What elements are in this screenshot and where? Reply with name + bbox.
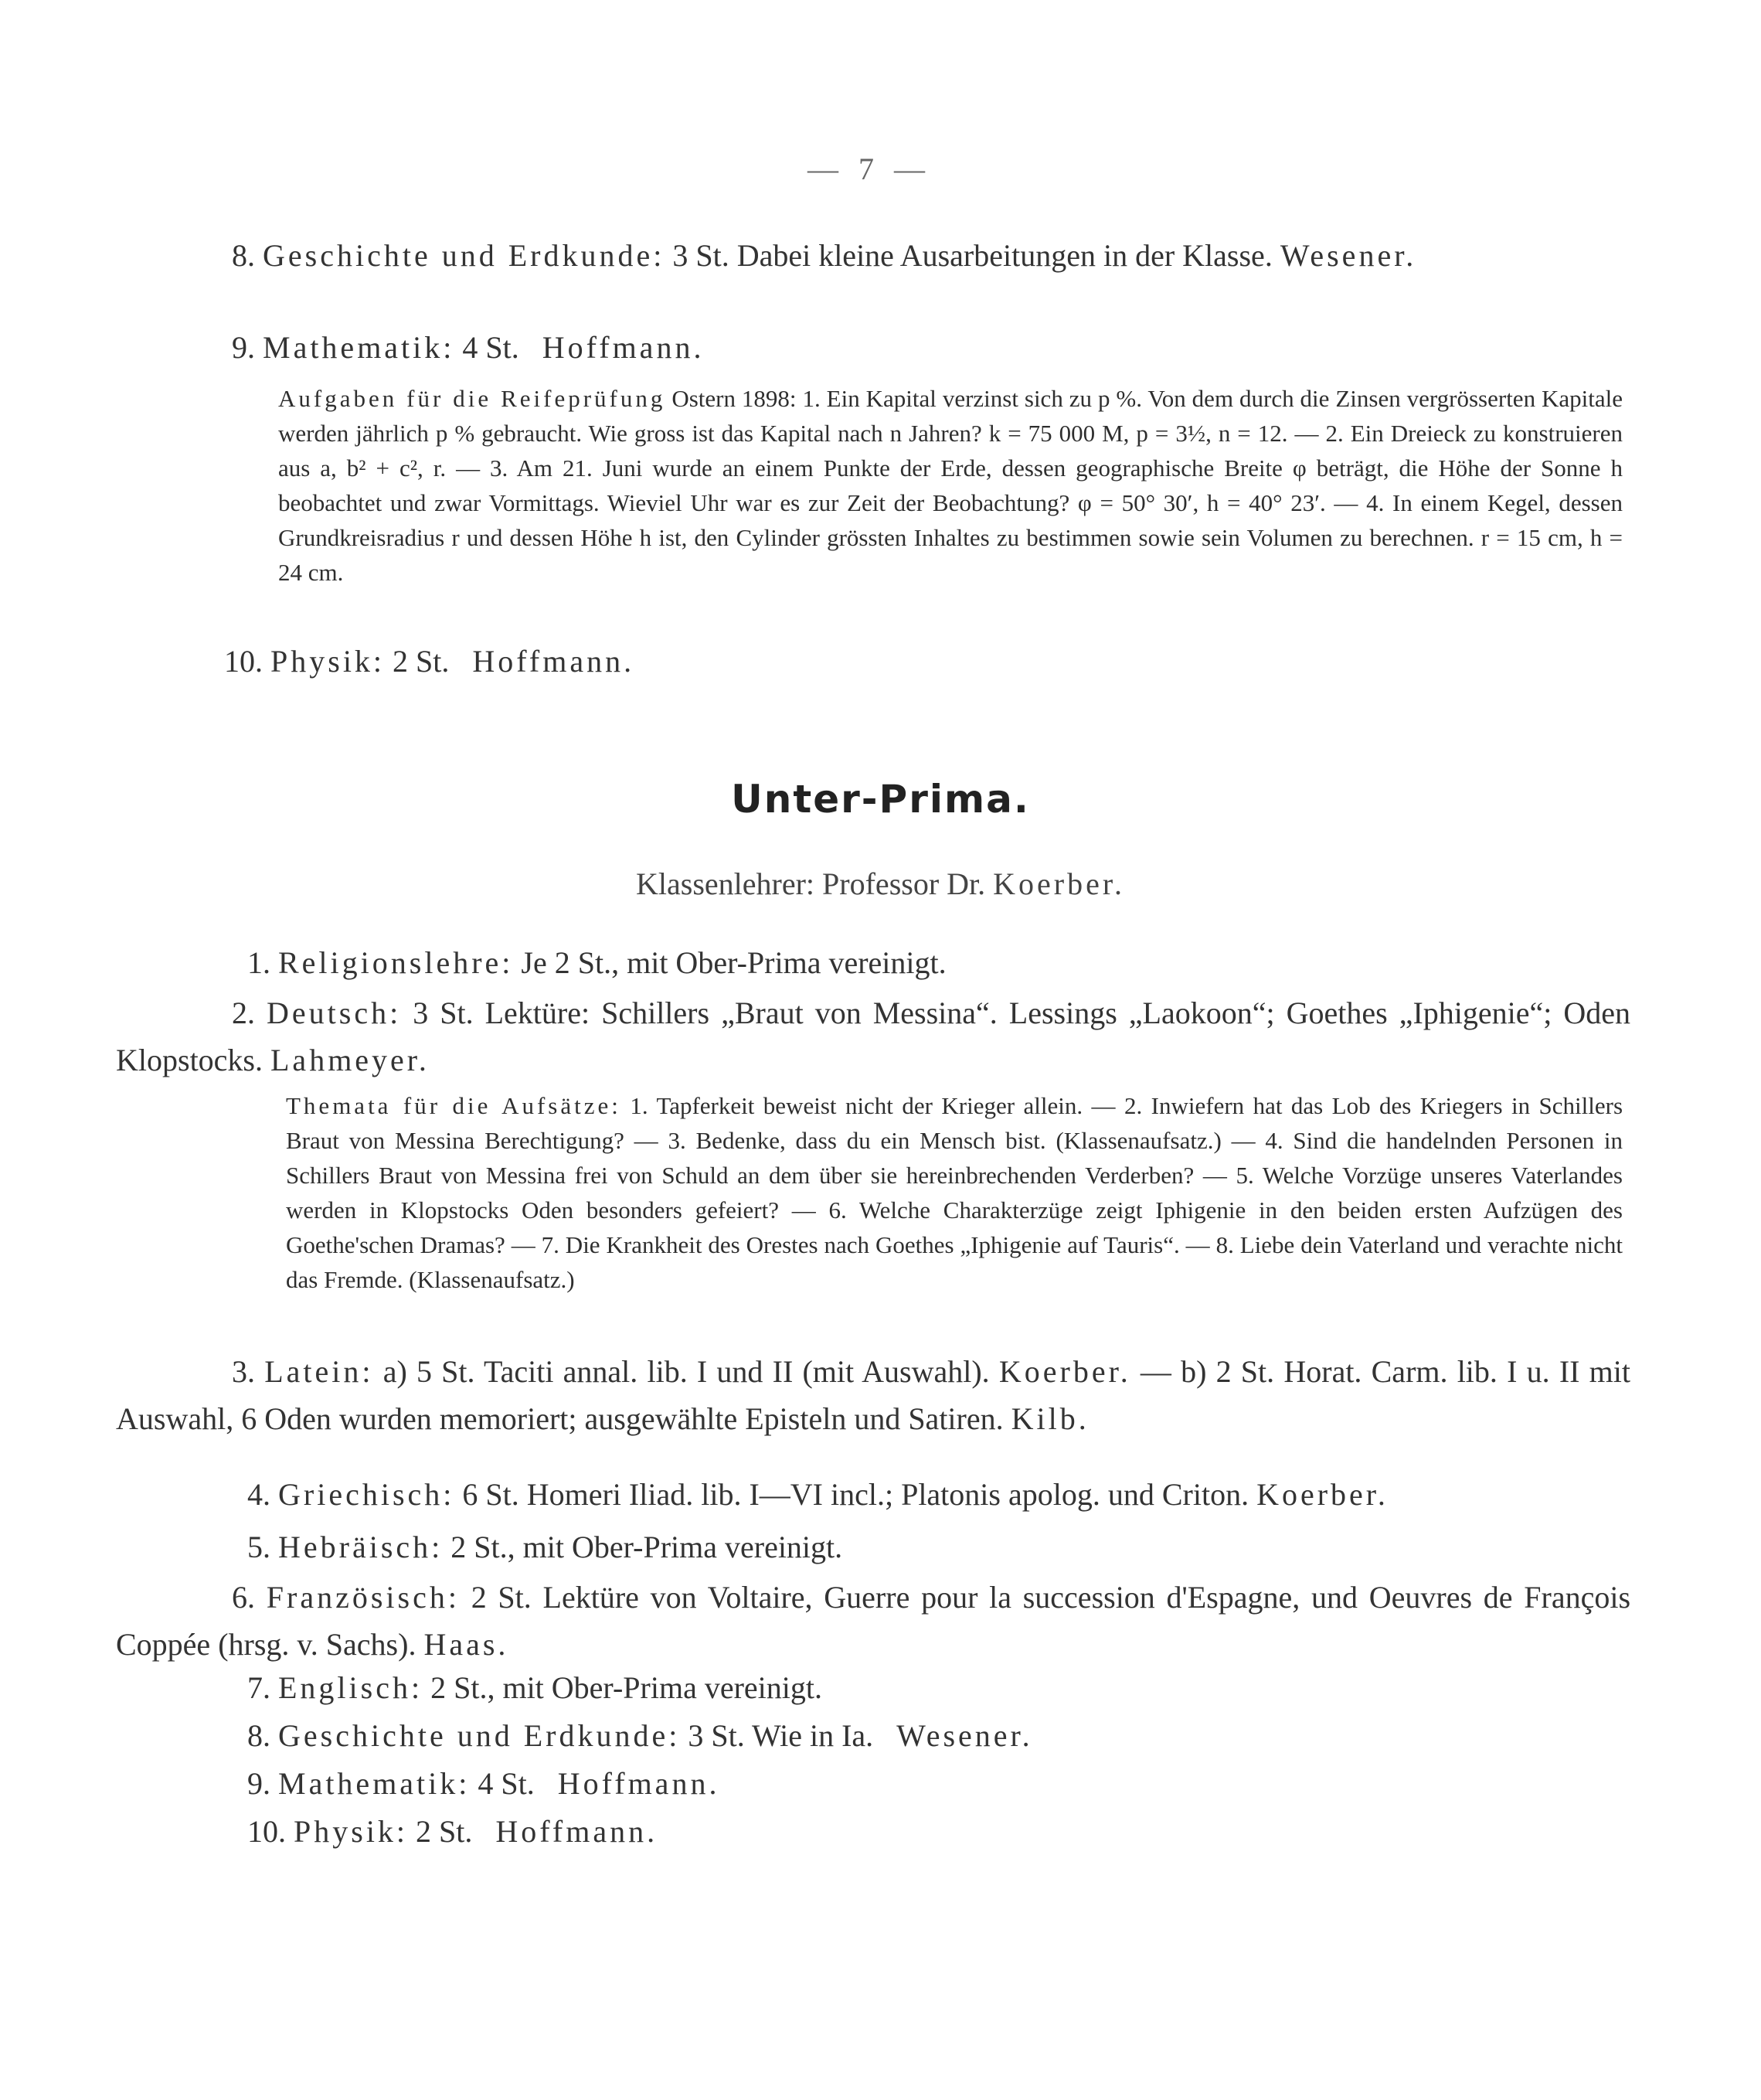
subject-label: Geschichte und Erdkunde: (263, 238, 665, 273)
item-text: 2 St., mit Ober-Prima vereinigt. (450, 1530, 843, 1564)
teacher-name: Koerber. (1256, 1477, 1389, 1512)
item-text: 6 St. Homeri Iliad. lib. I—VI incl.; Platonis apolog. und Criton. (462, 1477, 1249, 1512)
item-griechisch (247, 1476, 1389, 1513)
subject-label: Griechisch: (278, 1477, 455, 1512)
class-teacher-name: Koerber. (993, 866, 1125, 901)
themata-label: Themata für die Aufsätze: (286, 1092, 621, 1119)
item-text: a) 5 St. Taciti annal. lib. I und II (mit Auswahl). (382, 1354, 990, 1389)
aufgaben-text: Ostern 1898: 1. Ein Kapital verzinst sich zu p %. Von dem durch die Zinsen vergrösserten Kapitale werden jährlich p % gebraucht. Wie gross ist das Kapital nach n Jahren? k = 75 000 M, p = 3½, n = 12. — 2. Ein Dreieck zu konstruieren aus a, b² + c², r. — 3. Am 21. Juni wurde an einem Punkte der Erde, dessen geographische Breite φ beträgt, die Höhe der Sonne h beobachtet und zwar Vormittags. Wieviel Uhr war es zur Zeit der Beobachtung? φ = 50° 30′, h = 40° 23′. — 4. In einem Kegel, dessen Grundkreisradius r und dessen Höhe h ist, den Cylinder grössten Inhaltes zu bestimmen sowie sein Volumen zu berechnen. r = 15 cm, h = 24 cm. (278, 385, 1623, 586)
aufgaben-label: Aufgaben für die Reifeprüfung (278, 385, 666, 412)
aufgaben-paragraph (278, 381, 1623, 590)
subject-label: Physik: (270, 644, 386, 679)
section-heading: Unter-Prima. (731, 777, 1030, 822)
item-num: 2. (232, 996, 255, 1030)
item-franzoesisch (116, 1574, 1630, 1668)
teacher-name: Hoffmann. (495, 1814, 658, 1849)
item-text: 4 St. (462, 330, 519, 365)
subject-label: Physik: (294, 1814, 409, 1849)
item-num: 6. (232, 1580, 255, 1615)
item-text: 2 St. Lektüre von Voltaire, Guerre pour la succession d'Espagne, und Oeuvres de François Coppée (hrsg. v. Sachs). (116, 1580, 1631, 1662)
item-num: 10. (224, 644, 263, 679)
item-num: 4. (247, 1477, 270, 1512)
class-teacher-line (0, 866, 1761, 902)
subject-label: Englisch: (278, 1670, 423, 1705)
item-num: 8. (232, 238, 255, 273)
subject-label: Religionslehre: (278, 945, 514, 980)
teacher-name: Lahmeyer. (270, 1043, 430, 1077)
item-mathematik-ober (232, 329, 704, 366)
teacher-name: Haas. (423, 1627, 509, 1662)
subject-label: Geschichte und Erdkunde: (278, 1718, 681, 1753)
item-physik-unter (247, 1813, 658, 1850)
subject-label: Hebräisch: (278, 1530, 444, 1564)
page-number: — 7 — (807, 151, 931, 186)
item-num: 9. (232, 330, 255, 365)
item-englisch (247, 1669, 822, 1706)
teacher-name: Hoffmann. (557, 1766, 720, 1801)
item-religion (247, 944, 947, 981)
item-num: 3. (232, 1354, 255, 1389)
item-num: 10. (247, 1814, 286, 1849)
item-hebraeisch (247, 1529, 842, 1565)
item-geschichte-unter (247, 1717, 1033, 1754)
item-text: 2 St. (393, 644, 450, 679)
item-text: 2 St. (416, 1814, 473, 1849)
item-deutsch (116, 989, 1630, 1084)
item-text: 4 St. (478, 1766, 535, 1801)
item-num: 7. (247, 1670, 270, 1705)
item-num: 5. (247, 1530, 270, 1564)
subject-label: Mathematik: (263, 330, 455, 365)
item-text: — b) 2 St. Horat. Carm. lib. I u. II mit Auswahl, 6 Oden wurden memoriert; ausgewählte Episteln und Satiren. (116, 1354, 1631, 1436)
teacher-name: Wesener. (896, 1718, 1033, 1753)
item-num: 1. (247, 945, 270, 980)
teacher-name: Koerber. (998, 1354, 1131, 1389)
class-teacher-label: Klassenlehrer: Professor Dr. (636, 866, 986, 901)
item-latein (116, 1348, 1630, 1442)
item-num: 8. (247, 1718, 270, 1753)
item-text: Je 2 St., mit Ober-Prima vereinigt. (521, 945, 947, 980)
teacher-name: Hoffmann. (472, 644, 635, 679)
item-mathematik-unter (247, 1765, 719, 1802)
item-num: 9. (247, 1766, 270, 1801)
item-text: 3 St. Lektüre: Schillers „Braut von Messina“. Lessings „Laokoon“; Goethes „Iphigenie“; Oden Klopstocks. (116, 996, 1631, 1077)
item-text: 3 St. Wie in Ia. (688, 1718, 874, 1753)
item-geschichte-ober (116, 232, 1630, 279)
teacher-name: Wesener. (1280, 238, 1417, 273)
themata-paragraph (286, 1088, 1623, 1297)
item-physik-ober (224, 643, 634, 679)
subject-label: Mathematik: (278, 1766, 471, 1801)
subject-label: Deutsch: (267, 996, 402, 1030)
subject-label: Französisch: (266, 1580, 460, 1615)
themata-text: 1. Tapferkeit beweist nicht der Krieger allein. — 2. Inwiefern hat das Lob des Kriegers in Schillers Braut von Messina Berechtigung? — 3. Bedenke, dass du ein Mensch bist. (Klassenaufsatz.) — 4. Sind die handelnden Personen in Schillers Braut von Messina frei von Schuld an dem über sie hereinbrechenden Verderben? — 5. Welche Vorzüge unseres Vaterlandes werden in Klopstocks Oden besonders gefeiert? — 6. Welche Charakterzüge zeigt Iphigenie in den beiden ersten Aufzügen des Goethe'schen Dramas? — 7. Die Krankheit des Orestes nach Goethes „Iphigenie auf Tauris“. — 8. Liebe dein Vaterland und verachte nicht das Fremde. (Klassenaufsatz.) (286, 1092, 1623, 1293)
teacher-name: Kilb. (1011, 1401, 1090, 1436)
item-text: 3 St. Dabei kleine Ausarbeitungen in der Klasse. (672, 238, 1273, 273)
subject-label: Latein: (264, 1354, 374, 1389)
item-text: 2 St., mit Ober-Prima vereinigt. (430, 1670, 822, 1705)
teacher-name: Hoffmann. (542, 330, 705, 365)
